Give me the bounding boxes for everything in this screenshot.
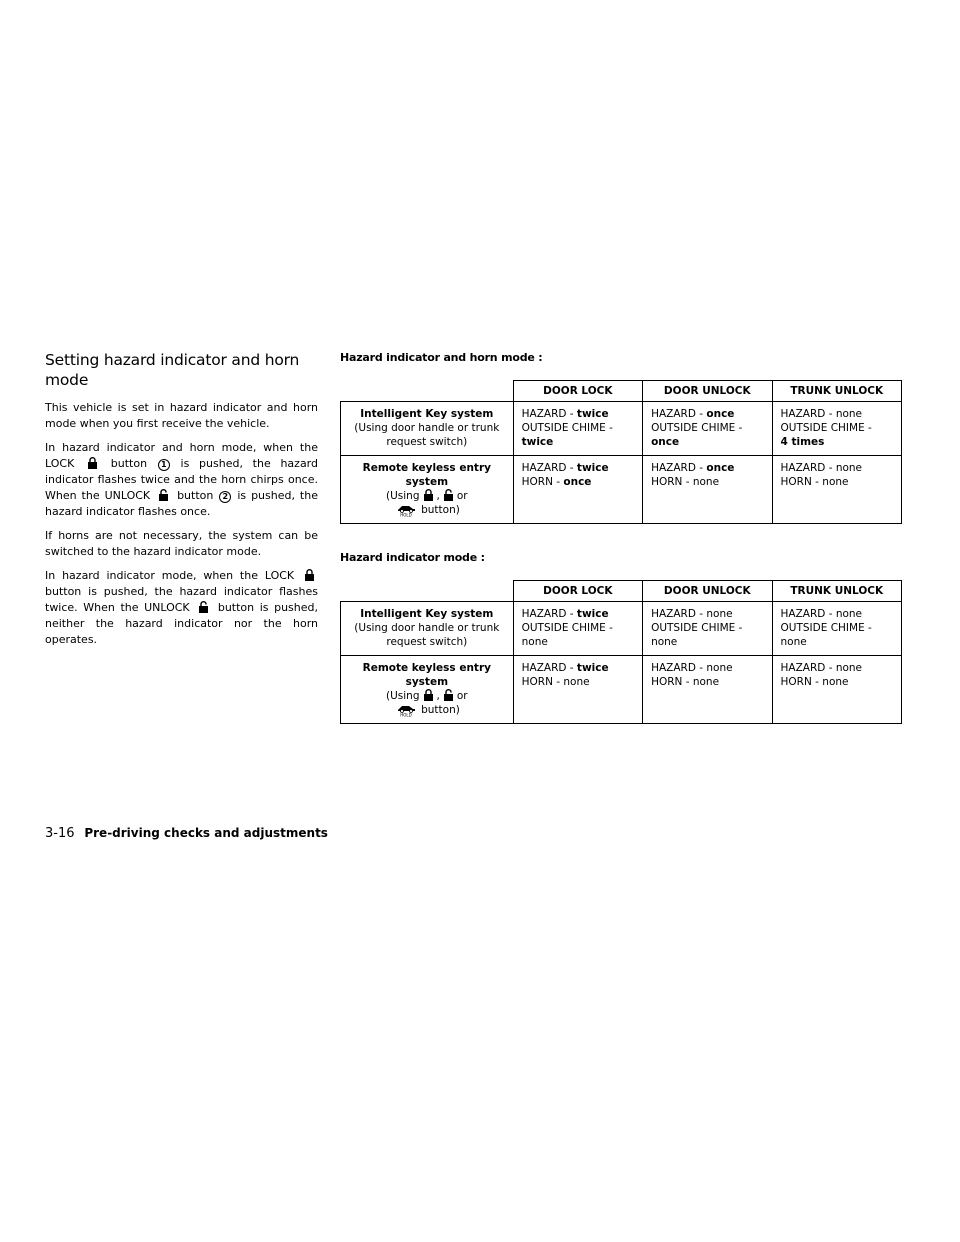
header-door-lock: DOOR LOCK [513, 581, 642, 602]
cell-text: HORN - none [780, 476, 849, 488]
table-cell [643, 656, 772, 724]
row-header-subtitle: (Using door handle or trunk request switch) [354, 422, 500, 448]
lock-icon [423, 689, 434, 701]
p2-text-c: is pushed, the hazard indicator flashes twice and the horn chirps once. When the UNLOCK [45, 457, 318, 502]
paragraph-3: If horns are not necessary, the system can be switched to the hazard indicator mode. [45, 529, 318, 558]
mode-table [340, 580, 902, 724]
table-cell [643, 402, 772, 456]
table-row [341, 456, 902, 524]
p4-text-b: button is pushed, the hazard indicator flashes twice. When the UNLOCK [45, 585, 318, 614]
paragraph-2 [45, 440, 318, 520]
header-door-unlock: DOOR UNLOCK [643, 581, 772, 602]
header-trunk-unlock: TRUNK UNLOCK [772, 381, 901, 402]
page-number: 3-16 [45, 826, 75, 841]
cell-value: twice [576, 462, 609, 474]
header-door-lock: DOOR LOCK [513, 381, 642, 402]
p2-text-a: In hazard indicator and horn mode, when the LOCK [45, 441, 318, 470]
row-header-using: (Using , or [386, 490, 468, 502]
table-cell [643, 456, 772, 524]
paragraph-1: This vehicle is set in hazard indicator and horn mode when you first receive the vehicle. [45, 401, 318, 430]
cell-text: OUTSIDE CHIME - [780, 422, 872, 434]
cell-value: once [706, 408, 735, 420]
cell-text: none [521, 636, 548, 648]
callout-1-icon: 1 [158, 459, 170, 471]
row-header [341, 402, 514, 456]
table-row [341, 602, 902, 656]
unlock-icon [443, 489, 454, 501]
cell-text: HAZARD - none [780, 462, 863, 474]
table-hazard-mode [340, 550, 902, 724]
cell-text: none [780, 636, 807, 648]
cell-text: OUTSIDE CHIME - [521, 422, 613, 434]
cell-text: HAZARD - none [651, 608, 733, 620]
table-cell [772, 402, 901, 456]
p2-text-b: button [110, 457, 148, 470]
cell-value: once [706, 462, 735, 474]
row-header-title: Intelligent Key system [360, 408, 494, 420]
p2-text-d: button [177, 489, 214, 502]
svg-text:HOLD: HOLD [400, 512, 412, 517]
svg-text:HOLD: HOLD [400, 712, 412, 717]
cell-text: OUTSIDE CHIME - [651, 622, 743, 634]
cell-value: once [563, 476, 592, 488]
callout-2-icon: 2 [219, 491, 231, 503]
table-caption: Hazard indicator and horn mode : [340, 351, 543, 364]
cell-text: HAZARD - [521, 462, 577, 474]
header-trunk-unlock: TRUNK UNLOCK [772, 581, 901, 602]
cell-value: twice [576, 662, 609, 674]
trunk-hold-icon [394, 503, 418, 517]
table-cell [513, 656, 642, 724]
cell-text: HORN - none [780, 676, 849, 688]
row-header-title: Remote keyless entry system [362, 662, 491, 688]
paragraph-4 [45, 568, 318, 648]
cell-value: twice [576, 608, 609, 620]
cell-text: OUTSIDE CHIME - [780, 622, 872, 634]
cell-text: HORN - none [651, 676, 720, 688]
row-header-button: HOLD button) [349, 703, 505, 717]
cell-value: twice [576, 408, 609, 420]
table-cell [643, 602, 772, 656]
row-header-title: Intelligent Key system [360, 608, 494, 620]
row-header-subtitle: (Using door handle or trunk request switch) [354, 622, 500, 648]
table-caption: Hazard indicator mode : [340, 551, 485, 564]
table-row [341, 402, 902, 456]
cell-text: OUTSIDE CHIME - [521, 622, 613, 634]
cell-text: OUTSIDE CHIME - [651, 422, 743, 434]
p4-text-a: In hazard indicator mode, when the LOCK [45, 569, 295, 582]
unlock-icon [158, 489, 169, 501]
cell-value: twice [521, 436, 554, 448]
row-header [341, 656, 514, 724]
cell-text: HORN - none [521, 676, 590, 688]
cell-value: 4 times [780, 436, 825, 448]
cell-text: HAZARD - none [651, 662, 733, 674]
section-title: Setting hazard indicator and horn mode [45, 351, 300, 389]
unlock-icon [198, 601, 209, 613]
mode-table [340, 380, 902, 524]
footer-section-title: Pre-driving checks and adjustments [84, 826, 328, 840]
header-door-unlock: DOOR UNLOCK [643, 381, 772, 402]
table-cell [513, 402, 642, 456]
p2-text-e: is pushed, the hazard indicator flashes once. [45, 489, 318, 518]
cell-text: HAZARD - none [780, 662, 863, 674]
cell-text: HAZARD - [651, 408, 707, 420]
cell-text: HAZARD - [651, 462, 707, 474]
lock-icon [423, 489, 434, 501]
table-cell [513, 602, 642, 656]
row-header-title: Remote keyless entry system [362, 462, 491, 488]
row-header [341, 456, 514, 524]
cell-value: once [651, 436, 680, 448]
table-cell [772, 456, 901, 524]
header-blank [341, 581, 514, 602]
p4-text-c: button is pushed, neither the hazard indicator nor the horn operates. [45, 601, 318, 646]
cell-text: HORN - [521, 476, 564, 488]
table-header-row [341, 581, 902, 602]
lock-icon [304, 569, 315, 581]
cell-text: HAZARD - none [780, 408, 863, 420]
cell-text: HAZARD - [521, 408, 577, 420]
row-header [341, 602, 514, 656]
cell-text: HAZARD - [521, 662, 577, 674]
cell-text: HAZARD - [521, 608, 577, 620]
left-column [45, 350, 318, 656]
table-cell [772, 602, 901, 656]
row-header-using: (Using , or [386, 690, 468, 702]
cell-text: none [651, 636, 678, 648]
row-header-button: HOLD button) [349, 503, 505, 517]
table-header-row [341, 381, 902, 402]
page-footer [45, 826, 328, 841]
cell-text: HORN - none [651, 476, 720, 488]
cell-text: HAZARD - none [780, 608, 863, 620]
trunk-hold-icon [394, 703, 418, 717]
unlock-icon [443, 689, 454, 701]
right-column [340, 350, 902, 750]
table-hazard-horn-mode [340, 350, 902, 524]
table-row [341, 656, 902, 724]
table-cell [772, 656, 901, 724]
lock-icon [87, 457, 98, 469]
header-blank [341, 381, 514, 402]
table-cell [513, 456, 642, 524]
